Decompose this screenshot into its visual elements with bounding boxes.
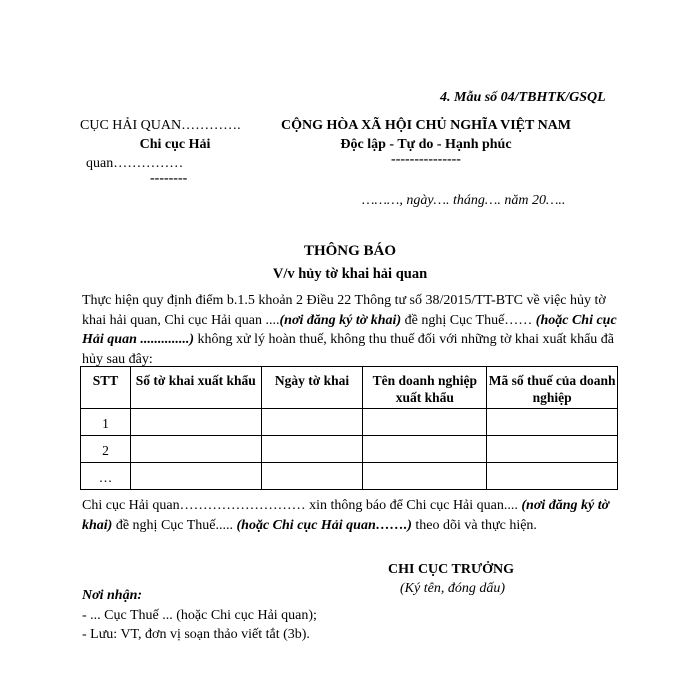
agency-name: CỤC HẢI QUAN…………. [80,118,241,133]
signer-note: (Ký tên, đóng dấu) [400,581,505,596]
intro-text-2: đề nghị Cục Thuế…… [401,312,536,328]
recipient-item: - ... Cục Thuế ... (hoặc Chi cục Hải quan); [82,607,317,623]
nation-motto: Độc lập - Tự do - Hạnh phúc [340,137,512,152]
table-cell [487,463,618,490]
table-cell [261,463,363,490]
col-header-company-name: Tên doanh nghiệp xuất khẩu [363,367,487,409]
intro-paragraph [82,291,622,369]
nation-divider: --------------- [391,152,461,167]
table-cell [261,409,363,436]
table-cell [130,436,261,463]
col-header-declaration-number: Số tờ khai xuất khẩu [130,367,261,409]
closing-text-3: theo dõi và thực hiện. [411,517,537,533]
intro-text-1: Thực hiện quy định điểm b.1.5 khoản 2 Điều 22 Thông tư số 38/2015/TT-BTC về việc hủy tờ khai hải quan, Chi cục Hải quan .... [82,293,606,328]
recipients-block [82,586,322,645]
table-cell [130,463,261,490]
table-cell-stt: 1 [81,409,131,436]
table-row [81,436,618,463]
closing-text-2: đề nghị Cục Thuế..... [112,517,237,533]
sub-agency-name: quan…………… [86,156,184,171]
document-subtitle: V/v hủy tờ khai hải quan [272,266,428,282]
declaration-table [80,366,618,490]
table-cell [487,436,618,463]
table-cell [363,409,487,436]
table-cell [487,409,618,436]
table-cell [261,436,363,463]
col-header-tax-code: Mã số thuế của doanh nghiệp [487,367,618,409]
table-row [81,409,618,436]
table-cell [363,436,487,463]
table-header-row [81,367,618,409]
table-cell [130,409,261,436]
nation-name: CỘNG HÒA XÃ HỘI CHỦ NGHĨA VIỆT NAM [280,118,571,133]
document-title: THÔNG BÁO [303,243,397,259]
intro-text-3: không xử lý hoàn thuế, không thu thuế đối với những tờ khai xuất khẩu đã hủy sau đây: [82,332,615,367]
signer-title: CHI CỤC TRƯỞNG [388,562,515,577]
date-line: ………, ngày…. tháng…. năm 20….. [362,193,566,208]
agency-block [80,116,270,185]
table-row [81,463,618,490]
nation-block [268,116,584,166]
col-header-stt: STT [81,367,131,409]
closing-italic-1: (nơi đăng ký tờ khai) [82,498,610,533]
closing-paragraph [82,496,617,535]
table-cell [363,463,487,490]
agency-divider: -------- [150,171,188,186]
table-cell-stt: … [81,463,131,490]
closing-italic-2: (hoặc Chi cục Hải quan…….) [236,517,412,533]
form-code: 4. Mẫu số 04/TBHTK/GSQL [440,90,606,105]
recipients-heading: Nơi nhận: [82,588,143,603]
recipient-item: - Lưu: VT, đơn vị soạn thảo viết tắt (3b). [82,627,310,642]
table-cell-stt: 2 [81,436,131,463]
sub-agency-label: Chi cục Hải [139,137,211,152]
intro-italic-1: (nơi đăng ký tờ khai) [279,312,402,328]
col-header-declaration-date: Ngày tờ khai [261,367,363,409]
intro-italic-2: (hoặc Chi cục Hải quan ..............) [82,312,617,347]
closing-text-1: Chi cục Hải quan……………………… xin thông báo để Chi cục Hải quan.... [82,498,522,513]
